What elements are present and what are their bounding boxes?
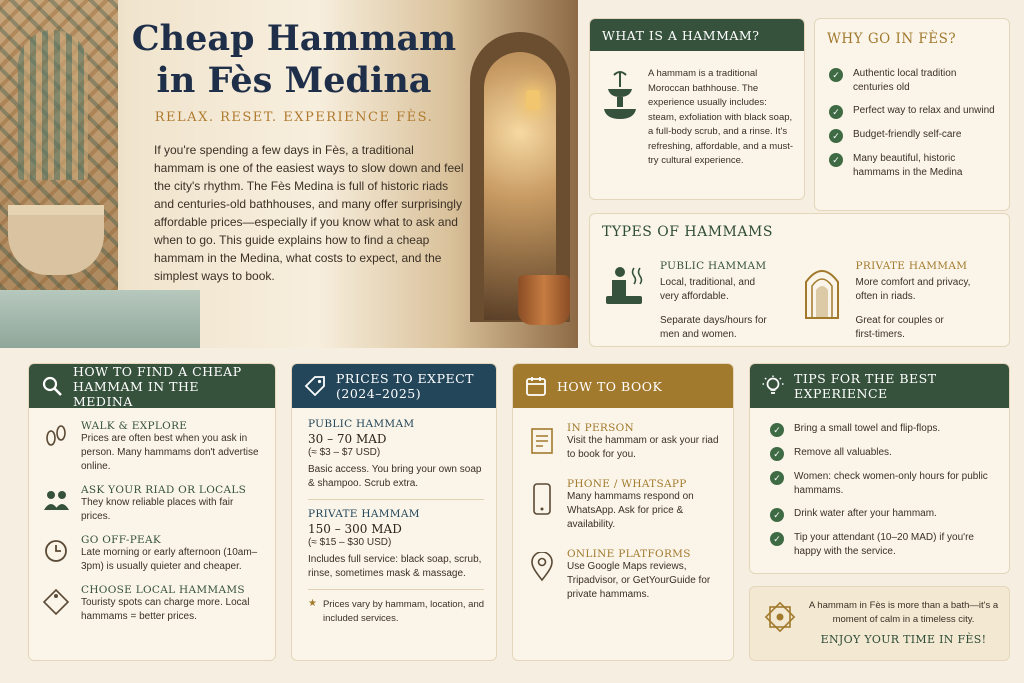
tip-item-text: Drink water after your hammam. [794, 508, 937, 519]
public-hammam-hours: Separate days/hours for men and women. [660, 315, 767, 340]
find-item-text: Late morning or early afternoon (10am–3pm) is usually quieter and cheaper. [81, 547, 258, 572]
book-item [527, 548, 723, 602]
tip-item-text: Bring a small towel and flip-flops. [794, 423, 941, 434]
prices-card [291, 363, 497, 661]
private-price-label: PRIVATE HAMMAM [308, 508, 420, 520]
public-price-desc: Basic access. You bring your own soap & shampoo. Scrub extra. [308, 464, 482, 489]
check-icon: ✓ [770, 447, 784, 461]
find-item-label: CHOOSE LOCAL HAMMAMS [81, 584, 245, 596]
types-title: TYPES OF HAMMAMS [602, 224, 773, 240]
tag-icon [304, 375, 326, 397]
tips-title: TIPS FOR THE BEST EXPERIENCE [794, 371, 937, 401]
book-item-label: IN PERSON [567, 422, 634, 434]
phone-icon [527, 478, 557, 516]
lantern-icon [526, 90, 540, 110]
book-item-label: ONLINE PLATFORMS [567, 548, 691, 560]
public-hammam-type [604, 260, 802, 342]
footprints-icon [41, 420, 71, 450]
price-note-text: Prices vary by hammam, location, and included services. [322, 599, 485, 624]
what-is-hammam-text: A hammam is a traditional Moroccan bathhouse. The experience usually includes: steam, exfoliation with black soap, a full-body scrub, and a rinse. It's refreshing, affordable, and a must-try cultural experience. [648, 68, 794, 166]
page-title [118, 18, 470, 102]
find-item-label: ASK YOUR RIAD OR LOCALS [81, 484, 247, 496]
find-item [41, 584, 265, 624]
find-item-label: GO OFF-PEAK [81, 534, 162, 546]
how-to-book-header [513, 364, 733, 408]
private-hammam-best-for: Great for couples or first-timers. [855, 315, 944, 340]
how-to-find-card [28, 363, 276, 661]
steam-bather-icon [604, 260, 648, 342]
find-item [41, 484, 265, 524]
how-to-find-title: HOW TO FIND A CHEAP HAMMAM IN THE MEDINA [73, 363, 242, 409]
why-item-text: Perfect way to relax and unwind [853, 105, 995, 116]
check-icon: ✓ [770, 532, 784, 546]
public-hammam-label: PUBLIC HAMMAM [660, 260, 767, 272]
tip-item [770, 531, 999, 559]
find-item [41, 534, 265, 574]
types-of-hammams-card [589, 213, 1010, 347]
price-note [308, 598, 484, 626]
why-item [829, 152, 999, 180]
calendar-icon [525, 375, 547, 397]
tip-item [770, 446, 999, 461]
private-price-desc: Includes full service: black soap, scrub, rinse, sometimes mask & massage. [308, 554, 482, 579]
page-title-line-2: in Fès Medina [156, 60, 432, 101]
why-item [829, 128, 999, 143]
public-price-usd: (≈ $3 – $7 USD) [308, 447, 381, 458]
people-icon [41, 484, 71, 512]
book-item-text: Use Google Maps reviews, Tripadvisor, or GetYourGuide for private hammams. [567, 561, 711, 600]
star-icon: ★ [308, 598, 317, 609]
how-to-book-card [512, 363, 734, 661]
public-hammam-desc: Local, traditional, and very affordable. [660, 277, 756, 302]
page-title-line-1: Cheap Hammam [131, 18, 457, 59]
check-icon: ✓ [770, 423, 784, 437]
how-to-book-title: HOW TO BOOK [557, 378, 663, 394]
pool-illustration [0, 290, 200, 348]
tip-item [770, 422, 999, 437]
closing-cta: ENJOY YOUR TIME IN FÈS! [820, 633, 987, 646]
private-hammam-desc: More comfort and privacy, often in riads. [855, 277, 971, 302]
find-item-text: Touristy spots can charge more. Local hammams = better prices. [81, 597, 250, 622]
hero-text-block [118, 18, 470, 285]
check-icon: ✓ [829, 153, 843, 167]
prices-title: PRICES TO EXPECT (2024–2025) [336, 371, 475, 401]
divider [308, 499, 484, 500]
tips-header [750, 364, 1009, 408]
map-pin-icon [527, 548, 557, 582]
private-price-range: 150 – 300 MAD [308, 522, 402, 536]
mosaic-arch-illustration [18, 30, 88, 180]
book-item [527, 478, 723, 532]
check-icon: ✓ [770, 508, 784, 522]
price-tag-icon [41, 584, 71, 616]
page-subtitle: RELAX. RESET. EXPERIENCE FÈS. [154, 110, 434, 125]
why-item-text: Authentic local tradition centuries old [853, 68, 957, 93]
star-ornament-icon [762, 599, 798, 646]
why-go-title: WHY GO IN FÈS? [827, 31, 957, 47]
check-icon: ✓ [829, 105, 843, 119]
book-item-label: PHONE / WHATSAPP [567, 478, 687, 490]
check-icon: ✓ [770, 471, 784, 485]
public-price-label: PUBLIC HAMMAM [308, 418, 415, 430]
tip-item-text: Women: check women-only hours for public hammams. [794, 471, 988, 496]
book-item-text: Visit the hammam or ask your riad to book for you. [567, 435, 719, 460]
why-item [829, 67, 999, 95]
why-item-text: Many beautiful, historic hammams in the Medina [853, 153, 963, 178]
private-hammam-label: PRIVATE HAMMAM [855, 260, 968, 272]
intro-paragraph: If you're spending a few days in Fès, a traditional hammam is one of the easiest ways to slow down and feel the city's rhythm. The Fès Medina is full of historic riads and centuries-old bathhouses, and many offer surprisingly affordable prices—especially if you know what to ask and when to go. This guide explains how to find a cheap hammam in the Medina, what costs to expect, and the simplest ways to book. [154, 143, 464, 283]
divider [308, 589, 484, 590]
private-price-usd: (≈ $15 – $30 USD) [308, 537, 392, 548]
check-icon: ✓ [829, 68, 843, 82]
private-hammam-type [802, 260, 1000, 342]
fountain-icon [600, 67, 640, 169]
tip-item [770, 470, 999, 498]
find-item-text: They know reliable places with fair prices. [81, 497, 234, 522]
find-item-text: Prices are often best when you ask in person. Many hammams don't advertise online. [81, 433, 259, 472]
tip-item-text: Remove all valuables. [794, 447, 892, 458]
tip-item [770, 507, 999, 522]
what-is-hammam-title: WHAT IS A HAMMAM? [590, 19, 804, 51]
fountain-basin-illustration [8, 205, 104, 275]
public-price-range: 30 – 70 MAD [308, 432, 387, 446]
document-icon [527, 422, 557, 456]
closing-text: A hammam in Fès is more than a bath—it's a moment of calm in a timeless city. [808, 600, 999, 625]
tip-item-text: Tip your attendant (10–20 MAD) if you're happy with the service. [794, 532, 974, 557]
arch-door-icon [802, 260, 846, 342]
tips-card [749, 363, 1010, 574]
hero-banner [0, 0, 578, 348]
find-item [41, 420, 265, 474]
why-item-text: Budget-friendly self-care [853, 129, 962, 140]
how-to-find-header [29, 364, 275, 408]
prices-header [292, 364, 496, 408]
find-item-label: WALK & EXPLORE [81, 420, 188, 432]
magnifier-icon [41, 375, 63, 397]
copper-bucket-illustration [518, 275, 570, 325]
why-item [829, 104, 999, 119]
what-is-hammam-card [589, 18, 805, 200]
lightbulb-icon [762, 375, 784, 397]
clock-icon [41, 534, 71, 564]
closing-card [749, 586, 1010, 661]
check-icon: ✓ [829, 129, 843, 143]
book-item [527, 422, 723, 462]
why-go-card [814, 18, 1010, 211]
book-item-text: Many hammams respond on WhatsApp. Ask for price & availability. [567, 491, 694, 530]
